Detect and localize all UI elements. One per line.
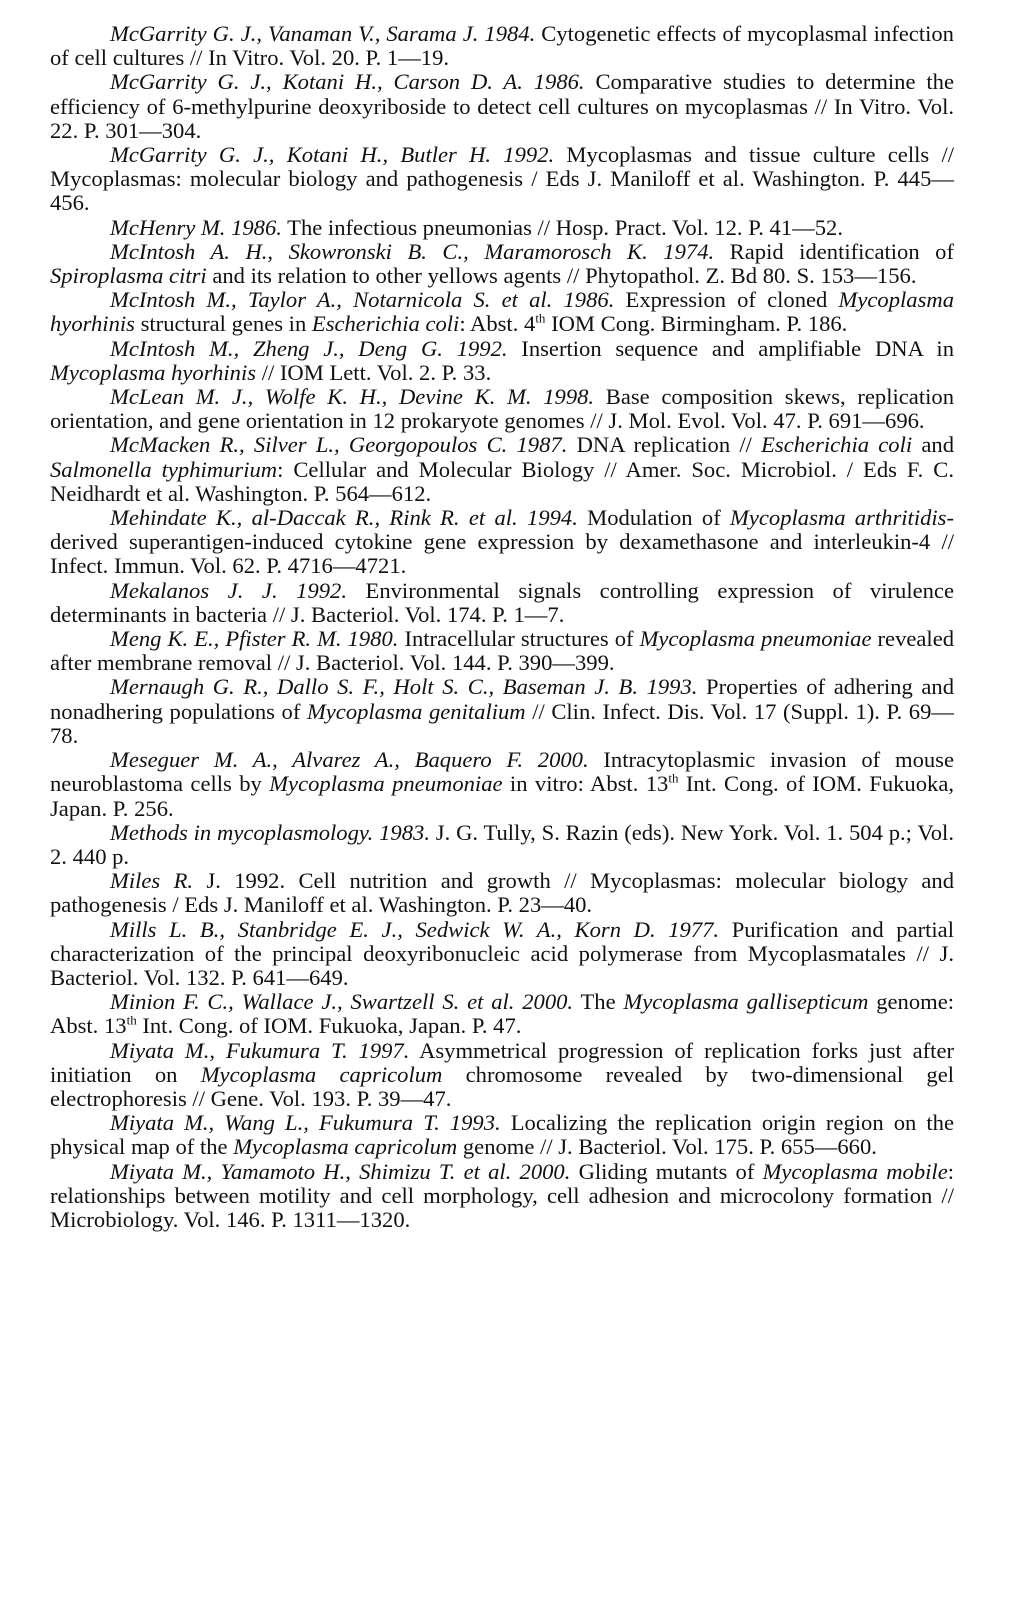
reference-text: in vitro: Abst. 13 <box>502 771 669 797</box>
reference-entry <box>50 70 954 143</box>
reference-text: Environmental signals controlling expression of virulence determinants in bacteria // J. Bacteriol. Vol. 174. P. 1—7. <box>50 577 954 627</box>
reference-text: Properties of adhering and nonadhering populations of <box>50 674 954 724</box>
reference-authors-year: Miyata M., Fukumura T. 1997. <box>110 1037 410 1063</box>
reference-authors-year: McGarrity G. J., Vanaman V., Sarama J. 1984. <box>110 21 536 46</box>
reference-authors-year: Mernaugh G. R., Dallo S. F., Holt S. C., Baseman J. B. 1993. <box>110 674 698 700</box>
italic-taxon-text: Mycoplasma hyorhinis <box>50 359 257 385</box>
reference-authors-year: McIntosh M., Zheng J., Deng G. 1992. <box>110 335 508 361</box>
reference-entry <box>50 337 954 385</box>
reference-text: // Clin. Infect. Dis. Vol. 17 (Suppl. 1). P. 69—78. <box>50 698 954 748</box>
reference-authors-year: Mehindate K., al-Daccak R., Rink R. et al. 1994. <box>110 505 578 531</box>
reference-entry <box>50 1111 954 1159</box>
reference-authors-year: McIntosh M., Taylor A., Notarnicola S. et al. 1986. <box>110 287 615 313</box>
reference-entry <box>50 675 954 748</box>
italic-taxon-text: Spiroplasma citri <box>50 263 207 289</box>
reference-text: revealed after membrane removal // J. Bacteriol. Vol. 144. P. 390—399. <box>50 626 955 676</box>
reference-entry <box>50 385 954 433</box>
reference-authors-year: McHenry M. 1986. <box>110 214 282 240</box>
italic-taxon-text: Mycoplasma capricolum <box>233 1134 458 1160</box>
reference-text: Int. Cong. of IOM. Fukuoka, Japan. P. 256. <box>50 771 954 821</box>
ordinal-suffix: th <box>535 310 546 326</box>
reference-entry <box>50 433 954 506</box>
reference-authors-year: McGarrity G. J., Kotani H., Butler H. 1992. <box>110 142 555 168</box>
reference-text: J. 1992. Cell nutrition and growth // Mycoplasmas: molecular biology and pathogenesis / Eds J. Maniloff et al. Washington. P. 23—40. <box>50 868 955 918</box>
reference-text: : relationships between motility and cell morphology, cell adhesion and microcolony formation // Microbiology. Vol. 146. P. 1311—1320. <box>50 1158 955 1232</box>
ordinal-suffix: th <box>126 1012 137 1028</box>
reference-text: Intracytoplasmic invasion of mouse neuroblastoma cells by <box>50 747 954 797</box>
reference-text: Int. Cong. of IOM. Fukuoka, Japan. P. 47. <box>136 1013 522 1039</box>
reference-entry <box>50 748 954 821</box>
reference-entry <box>50 288 954 336</box>
reference-entry <box>50 1160 954 1233</box>
reference-authors-year: Mills L. B., Stanbridge E. J., Sedwick W. A., Korn D. 1977. <box>110 916 720 942</box>
reference-text: J. G. Tully, S. Razin (eds). New York. Vol. 1. 504 p.; Vol. 2. 440 p. <box>50 819 954 869</box>
reference-text: // IOM Lett. Vol. 2. P. 33. <box>256 359 492 385</box>
reference-text: chromosome revealed by two-dimensional gel electrophoresis // Gene. Vol. 193. P. 39—47. <box>50 1061 955 1111</box>
reference-text: structural genes in <box>134 311 312 337</box>
italic-taxon-text: Mycoplasma arthritidis <box>730 505 947 531</box>
reference-authors-year: Mekalanos J. J. 1992. <box>110 577 347 603</box>
reference-text: genome: Abst. 13 <box>50 989 955 1039</box>
italic-taxon-text: Mycoplasma pneumoniae <box>639 626 872 652</box>
reference-entry <box>50 216 954 240</box>
reference-text: Cytogenetic effects of mycoplasmal infection of cell cultures // In Vitro. Vol. 20. P. 1—19. <box>50 21 954 71</box>
reference-entry <box>50 1039 954 1112</box>
reference-entry <box>50 240 954 288</box>
reference-entry <box>50 918 954 991</box>
italic-taxon-text: Escherichia coli <box>761 432 913 458</box>
reference-text: DNA replication // <box>567 432 762 458</box>
italic-taxon-text: Mycoplasma pneumoniae <box>269 771 503 797</box>
reference-text: Purification and partial characterization of the principal deoxyribonucleic acid polymerase from Mycoplasmatales // J. Bacteriol. Vol. 132. P. 641—649. <box>50 916 954 990</box>
reference-text: Asymmetrical progression of replication forks just after initiation on <box>50 1037 954 1087</box>
italic-taxon-text: Escherichia coli <box>311 311 460 337</box>
reference-text: Mycoplasmas and tissue culture cells // Mycoplasmas: molecular biology and pathogenesis / Eds J. Maniloff et al. Washington. P. 445—456. <box>50 142 954 216</box>
reference-text: Comparative studies to determine the efficiency of 6-methylpurine deoxyriboside to detect cell cultures on mycoplasmas // In Vitro. Vol. 22. P. 301—304. <box>50 69 955 143</box>
reference-entry <box>50 579 954 627</box>
reference-text: Expression of cloned <box>614 287 839 313</box>
reference-list <box>50 22 954 1232</box>
reference-text: : Abst. 4 <box>459 311 536 337</box>
reference-authors-year: Miyata M., Wang L., Fukumura T. 1993. <box>110 1110 501 1136</box>
reference-authors-year: McIntosh A. H., Skowronski B. C., Maramorosch K. 1974. <box>110 238 715 264</box>
reference-authors-year: McGarrity G. J., Kotani H., Carson D. A. 1986. <box>110 69 585 95</box>
ordinal-suffix: th <box>668 770 679 786</box>
reference-text: Insertion sequence and amplifiable DNA in <box>507 335 954 361</box>
reference-entry <box>50 506 954 579</box>
reference-text: Modulation of <box>577 505 731 531</box>
italic-taxon-text: Mycoplasma gallisepticum <box>623 989 869 1015</box>
reference-text: The infectious pneumonias // Hosp. Pract. Vol. 12. P. 41—52. <box>281 214 843 240</box>
reference-authors-year: Meseguer M. A., Alvarez A., Baquero F. 2000. <box>110 747 589 773</box>
reference-text: Intracellular structures of <box>398 626 640 652</box>
reference-entry <box>50 627 954 675</box>
reference-entry <box>50 821 954 869</box>
reference-entry <box>50 990 954 1038</box>
reference-text: : Cellular and Molecular Biology // Amer. Soc. Microbiol. / Eds F. C. Neidhardt et al. Washington. P. 564—612. <box>50 456 954 506</box>
reference-text: and <box>912 432 955 458</box>
reference-authors-year: Methods in mycoplasmology. 1983. <box>110 819 430 845</box>
reference-text: and its relation to other yellows agents // Phytopathol. Z. Bd 80. S. 153—156. <box>206 263 917 289</box>
reference-entry <box>50 143 954 216</box>
italic-taxon-text: Salmonella typhimurium <box>50 456 278 482</box>
reference-entry <box>50 869 954 917</box>
reference-authors-year: Miles R. <box>110 868 194 894</box>
reference-authors-year: Meng K. E., Pfister R. M. 1980. <box>110 626 399 652</box>
italic-taxon-text: Mycoplasma capricolum <box>200 1061 443 1087</box>
reference-entry <box>50 22 954 70</box>
reference-text: Localizing the replication origin region on the physical map of the <box>50 1110 954 1160</box>
reference-authors-year: Minion F. C., Wallace J., Swartzell S. et al. 2000. <box>110 989 574 1015</box>
italic-taxon-text: Mycoplasma genitalium <box>306 698 526 724</box>
reference-authors-year: Miyata M., Yamamoto H., Shimizu T. et al. 2000. <box>110 1158 571 1184</box>
reference-authors-year: McMacken R., Silver L., Georgopoulos C. 1987. <box>110 432 568 458</box>
reference-text: Gliding mutants of <box>570 1158 763 1184</box>
italic-taxon-text: Mycoplasma hyorhinis <box>50 287 954 337</box>
reference-text: The <box>573 989 624 1015</box>
reference-authors-year: McLean M. J., Wolfe K. H., Devine K. M. 1998. <box>110 384 595 410</box>
reference-text: Base composition skews, replication orientation, and gene orientation in 12 prokaryote genomes // J. Mol. Evol. Vol. 47. P. 691—696. <box>50 384 954 434</box>
reference-text: genome // J. Bacteriol. Vol. 175. P. 655—660. <box>457 1134 877 1160</box>
italic-taxon-text: Mycoplasma mobile <box>762 1158 948 1184</box>
reference-text: -derived superantigen-induced cytokine gene expression by dexamethasone and interleukin-4 // Infect. Immun. Vol. 62. P. 4716—4721. <box>50 505 954 579</box>
reference-text: Rapid identification of <box>714 238 954 264</box>
reference-text: IOM Cong. Birmingham. P. 186. <box>545 311 848 337</box>
